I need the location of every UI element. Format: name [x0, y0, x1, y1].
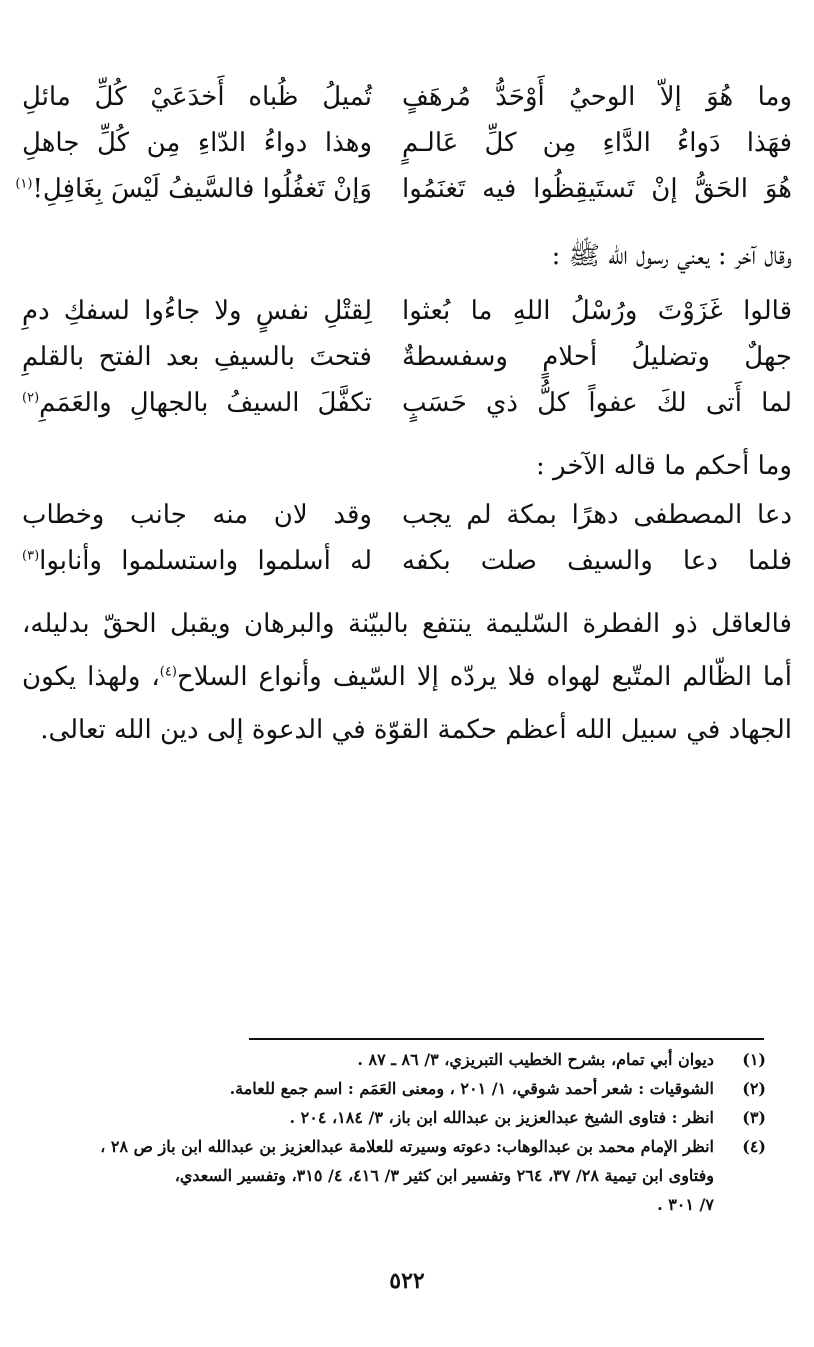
verse-second-hemistich [22, 380, 372, 426]
verse-second-hemistich [22, 538, 372, 584]
footnote-marker: (٣) [22, 548, 40, 564]
footnote-text: الشوقيات : شعر أحمد شوقي، ١/ ٢٠١ ، ومعنى العَمَم : اسم جمع للعامة. [229, 1079, 714, 1098]
poem-intro: وما أحكم ما قاله الآخر : [536, 451, 792, 481]
verse-first-hemistich: هُوَ الحَقُّ إنْ تَستَيقِظُوا فيه تَغنَمُوا [402, 174, 792, 204]
verse-first-hemistich: دعا المصطفى دهرًا بمكة لم يجب [402, 500, 792, 530]
footnote-number: (٣) [742, 1108, 766, 1127]
verse [22, 492, 792, 538]
poem-intro: وقال آخر : يعني رسول الله ﷺ : [551, 241, 792, 271]
footnote-marker: (٢) [22, 390, 40, 406]
footnote-text: انظر : فتاوى الشيخ عبدالعزيز بن عبدالله ابن باز، ٣/ ١٨٤، ٢٠٤ . [289, 1108, 714, 1127]
footnote [36, 1045, 766, 1074]
footnote-continuation: ٧/ ٣٠١ . [657, 1195, 714, 1214]
paragraph-text: أما الظّالم المتّبع لهواه فلا يردّه إلا السّيف وأنواع السلاح [176, 662, 792, 692]
verse-first-hemistich: وما هُوَ إلاّ الوحيُ أَوْحَدُّ مُرهَفٍ [402, 82, 792, 112]
verse-first-hemistich: جهلٌ وتضليلُ أحلامٍ وسفسطةٌ [402, 342, 792, 372]
verse-second-hemistich: تُميلُ ظُباه أَخدَعَيْ كُلِّ مائلِ [22, 82, 372, 112]
verse-first-hemistich: قالوا غَزَوْتَ ورُسْلُ اللهِ ما بُعثوا [402, 296, 792, 326]
paragraph-line: الجهاد في سبيل الله أعظم حكمة القوّة في الدعوة إلى دين الله تعالى. [40, 715, 792, 745]
body-paragraph [22, 598, 792, 757]
footnote-text: انظر الإمام محمد بن عبدالوهاب: دعوته وسيرته للعلامة عبدالعزيز بن عبدالله ابن باز ص ٢٨ ، [100, 1137, 714, 1156]
footnote [36, 1074, 766, 1103]
verse [22, 380, 792, 426]
poem-block-1 [15, 74, 792, 212]
verse [22, 74, 792, 120]
verse-first-hemistich: فلما دعا والسيف صلت بكفه [402, 546, 792, 576]
footnote [36, 1103, 766, 1132]
verse [22, 288, 792, 334]
verse [15, 166, 792, 212]
verse-first-hemistich: لما أَتى لكَ عفواً كلُّ ذي حَسَبٍ [402, 388, 792, 418]
verse-first-hemistich: فهَذا دَواءُ الدَّاءِ مِن كلِّ عَالـمٍ [402, 128, 792, 158]
footnote-number: (٤) [742, 1137, 766, 1156]
verse-second-hemistich [15, 166, 372, 212]
footnotes [36, 1045, 766, 1219]
footnote-marker: (١) [15, 176, 33, 192]
hemistich-text: وَإنْ تَغفُلُوا فالسَّيفُ لَيْسَ بِغَافِلِ! [32, 174, 372, 204]
footnote-marker: (٤) [159, 664, 177, 680]
paragraph-text: ، ولهذا يكون [22, 662, 160, 692]
verse [22, 120, 792, 166]
footnote-number: (٢) [742, 1079, 766, 1098]
verse-second-hemistich: لِقتْلِ نفسٍ ولا جاءُوا لسفكِ دمِ [22, 296, 372, 326]
paragraph-line: فالعاقل ذو الفطرة السّليمة ينتفع بالبيّنة والبرهان ويقبل الحقّ بدليله، [22, 609, 792, 639]
footnote [36, 1132, 766, 1161]
verse [22, 334, 792, 380]
verse-second-hemistich: وقد لان منه جانب وخطاب [22, 500, 372, 530]
poem-block-3 [22, 492, 792, 584]
footnote-text: ديوان أبي تمام، بشرح الخطيب التبريزي، ٣/ ٨٦ ـ ٨٧ . [357, 1050, 714, 1069]
footnote-separator [249, 1038, 764, 1040]
footnote-continuation: وفتاوى ابن تيمية ٢٨/ ٣٧، ٢٦٤ وتفسير ابن كثير ٣/ ٤١٦، ٤/ ٣١٥، وتفسير السعدي، [174, 1166, 714, 1185]
poem-block-2 [22, 288, 792, 426]
verse-second-hemistich: فتحتَ بالسيفِ بعد الفتح بالقلمِ [22, 342, 372, 372]
verse-second-hemistich: وهذا دواءُ الدّاءِ مِن كُلِّ جاهلِ [22, 128, 372, 158]
hemistich-text: له أسلموا واستسلموا وأنابوا [39, 546, 372, 576]
page-number: ٥٢٢ [389, 1268, 425, 1294]
paragraph-line [22, 651, 792, 704]
hemistich-text: تكفَّلَ السيفُ بالجهالِ والعَمَمِ [39, 388, 372, 418]
footnote-number: (١) [742, 1050, 766, 1069]
verse [22, 538, 792, 584]
